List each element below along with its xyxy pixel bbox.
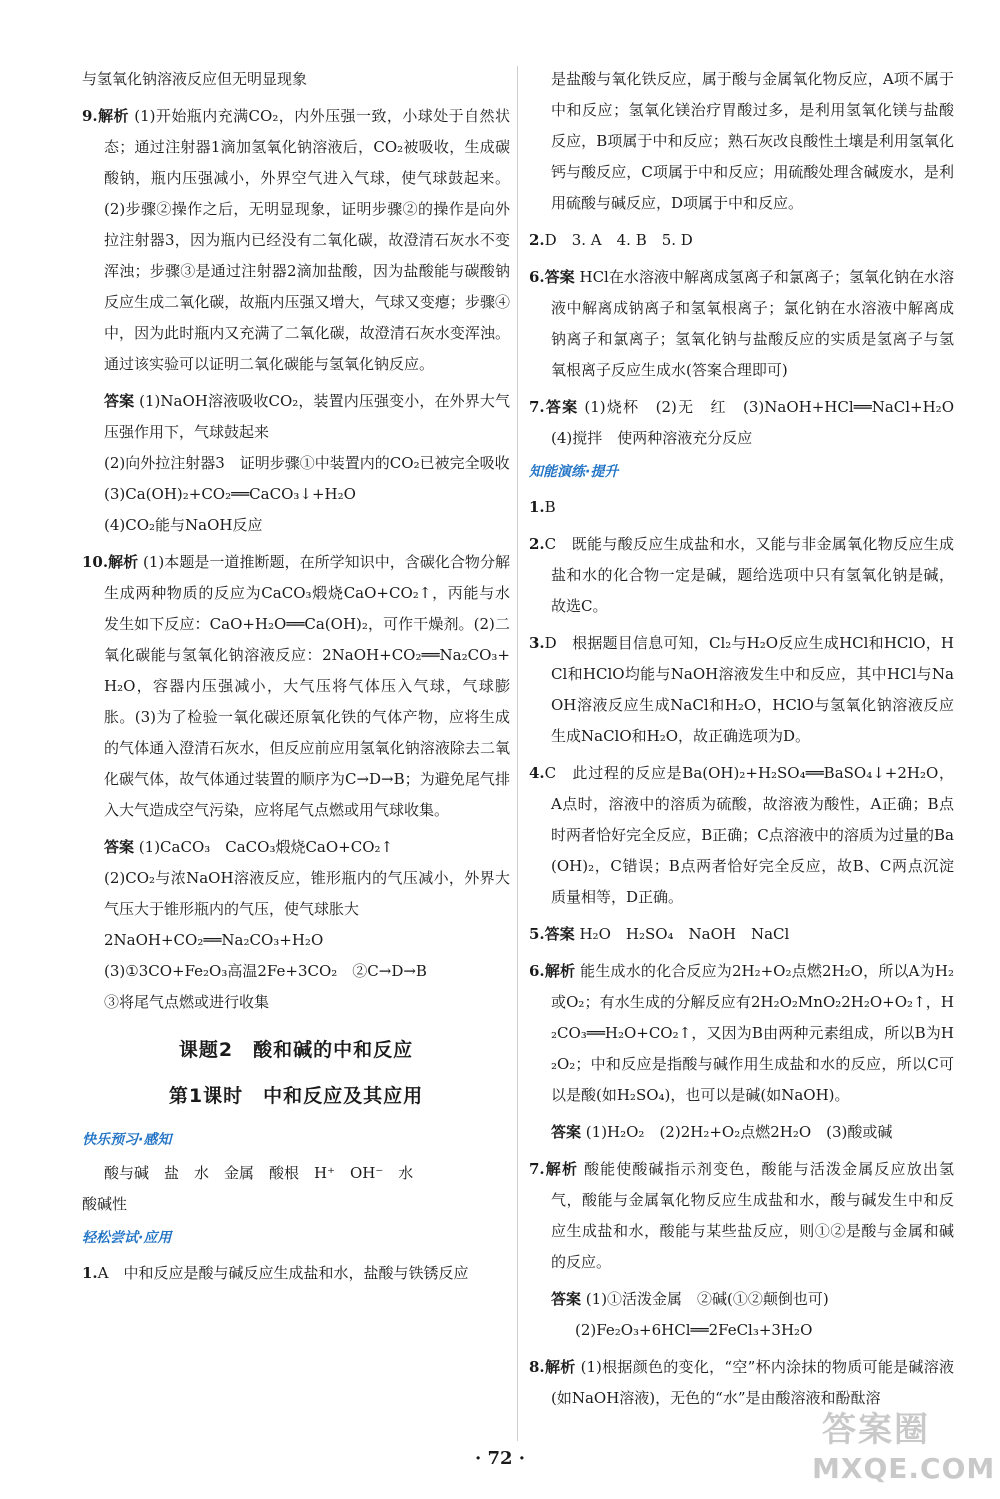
- question-item: [529, 392, 970, 454]
- text-paragraph: [82, 863, 510, 925]
- question-item: [529, 1154, 954, 1278]
- paragraph-text: (1)CaCO₃ CaCO₃煅烧CaO+CO₂↑: [138, 838, 394, 856]
- paragraph-text: (2)CO₂与浓NaOH溶液反应，锥形瓶内的气压减小，外界大气压大于锥形瓶内的气压，使气球胀大: [104, 869, 510, 918]
- item-number: 6.: [529, 962, 545, 980]
- paragraph-text: (4)CO₂能与NaOH反应: [104, 516, 263, 534]
- item-number: 9.: [82, 107, 98, 125]
- answer-block: [529, 1284, 954, 1315]
- item-number: 10.: [82, 553, 109, 571]
- question-item: [529, 529, 954, 622]
- paragraph-text: C 既能与酸反应生成盐和水，又能与非金属氧化物反应生成盐和水的化合物一定是碱，题给选项中只有氢氧化钠是碱，故选C。: [544, 535, 954, 615]
- paragraph-text: (1)H₂O₂ (2)2H₂+O₂点燃2H₂O (3)酸或碱: [585, 1123, 893, 1141]
- question-item: [529, 262, 954, 386]
- item-number: 5.: [529, 925, 545, 943]
- paragraph-text: 酸能使酸碱指示剂变色，酸能与活泼金属反应放出氢气，酸能与金属氧化物反应生成盐和水，酸与碱发生中和反应生成盐和水，酸能与某些盐反应，则①②是酸与金属和碱的反应。: [551, 1160, 954, 1271]
- keyword-label: 解析: [544, 1358, 576, 1376]
- answer-block: [82, 925, 510, 956]
- paragraph-text: A 中和反应是酸与碱反应生成盐和水，盐酸与铁锈反应: [97, 1264, 469, 1282]
- section-heading: 快乐预习·感知: [82, 1132, 172, 1148]
- paragraph-text: (2)向外拉注射器3 证明步骤①中装置内的CO₂已被完全吸收: [104, 454, 510, 472]
- item-number: 7.: [529, 398, 545, 416]
- question-item: [529, 758, 954, 913]
- paragraph-text: B: [544, 498, 556, 516]
- answer-block: [82, 987, 510, 1018]
- question-item: [82, 1258, 510, 1289]
- text-paragraph: [82, 1158, 510, 1189]
- keyword-label: 答案: [551, 1290, 582, 1308]
- right-column: [529, 64, 970, 1414]
- paragraph-text: (2)Fe₂O₃+6HCl══2FeCl₃+3H₂O: [575, 1321, 813, 1339]
- page-number: · 72 ·: [474, 1448, 526, 1469]
- paragraph-text: HCl在水溶液中解离成氢离子和氯离子；氢氧化钠在水溶液中解离成钠离子和氢氧根离子；氯化钠在水溶液中解离成钠离子和氯离子；氢氧化钠与盐酸反应的实质是氢离子与氢氧根离子反应生成水(答案合理即可): [551, 268, 954, 379]
- keyword-label: 答案: [544, 398, 579, 416]
- keyword-label: 答案: [104, 838, 135, 856]
- column-divider: [517, 66, 518, 1441]
- text-paragraph: [82, 956, 510, 987]
- watermark-text-top: 答案圈: [822, 1410, 930, 1450]
- text-paragraph: [82, 448, 510, 479]
- item-number: 2.: [529, 535, 545, 553]
- text-paragraph: [529, 64, 954, 219]
- paragraph-text: (1)烧杯 (2)无 红 (3)NaOH+HCl══NaCl+H₂O (4)搅拌 使两种溶液充分反应: [551, 398, 970, 447]
- section-heading: 轻松尝试·应用: [82, 1230, 172, 1246]
- paragraph-text: C 此过程的反应是Ba(OH)₂+H₂SO₄══BaSO₄↓+2H₂O，A点时，溶液中的溶质为硫酸，故溶液为酸性，A正确；B点时两者恰好完全反应，B正确；C点溶液中的溶质为过量的Ba(OH)₂，C错误；B点两者恰好完全反应，故B、C两点沉淀质量相等，D正确。: [544, 764, 954, 906]
- item-number: 6.: [529, 268, 545, 286]
- paragraph-text: ③将尾气点燃或进行收集: [104, 993, 270, 1011]
- text-paragraph: [82, 1189, 510, 1220]
- item-number: 8.: [529, 1358, 545, 1376]
- paragraph-text: 2NaOH+CO₂══Na₂CO₃+H₂O: [104, 931, 324, 949]
- keyword-label: 解析: [544, 1160, 579, 1178]
- lesson-heading: 课题2 酸和碱的中和反应: [178, 1039, 414, 1061]
- text-paragraph: [82, 64, 510, 95]
- watermark-text-bottom: MXQE.COM: [812, 1452, 996, 1485]
- answer-block: [529, 1117, 954, 1148]
- paragraph-text: 是盐酸与氧化铁反应，属于酸与金属氧化物反应，A项不属于中和反应；氢氧化镁治疗胃酸过多，是利用氢氧化镁与盐酸反应，B项属于中和反应；熟石灰改良酸性土壤是利用氢氧化钙与酸反应，C项属于中和反应；用硫酸处理含碱废水，是利用硫酸与碱反应，D项属于中和反应。: [551, 70, 954, 212]
- paragraph-text: (1)NaOH溶液吸收CO₂，装置内压强变小，在外界大气压强作用下，气球鼓起来: [104, 392, 510, 441]
- item-number: 7.: [529, 1160, 545, 1178]
- question-item: [529, 919, 954, 950]
- paragraph-text: (1)根据颜色的变化，“空”杯内涂抹的物质可能是碱溶液(如NaOH溶液)，无色的“水”是由酸溶液和酚酞溶: [551, 1358, 954, 1407]
- paragraph-text: D 3. A 4. B 5. D: [544, 231, 693, 249]
- left-column: [82, 64, 510, 1289]
- question-item: [529, 956, 954, 1111]
- paragraph-text: 与氢氧化钠溶液反应但无明显现象: [82, 70, 308, 88]
- class-heading: 第1课时 中和反应及其应用: [168, 1085, 424, 1107]
- item-number: 1.: [82, 1264, 98, 1282]
- question-item: [82, 101, 510, 380]
- keyword-label: 答案: [551, 1123, 582, 1141]
- question-item: [529, 225, 954, 256]
- keyword-label: 答案: [544, 268, 575, 286]
- watermark-logo: [812, 1402, 996, 1496]
- paragraph-text: H₂O H₂SO₄ NaOH NaCl: [579, 925, 790, 943]
- answer-block: [82, 386, 510, 448]
- paragraph-text: 能生成水的化合反应为2H₂+O₂点燃2H₂O，所以A为H₂或O₂；有水生成的分解反应有2H₂O₂MnO₂2H₂O+O₂↑，H₂CO₃══H₂O+CO₂↑，又因为B由两种元素组成，所以B为H₂O₂；中和反应是指酸与碱作用生成盐和水的反应，所以C可以是酸(如H₂SO₄)，也可以是碱(如NaOH)。: [551, 962, 954, 1104]
- paragraph-text: D 根据题目信息可知，Cl₂与H₂O反应生成HCl和HClO，HCl和HClO均能与NaOH溶液发生中和反应，其中HCl与NaOH溶液反应生成NaCl和H₂O，HClO与氢氧化钠溶液反应生成NaClO和H₂O，故正确选项为D。: [544, 634, 954, 745]
- item-number: 2.: [529, 231, 545, 249]
- paragraph-text: (1)①活泼金属 ②碱(①②颠倒也可): [585, 1290, 829, 1308]
- section-heading: 知能演练·提升: [529, 464, 619, 480]
- text-paragraph: [82, 479, 510, 510]
- question-item: [529, 492, 954, 523]
- item-number: 1.: [529, 498, 545, 516]
- answer-block: [82, 832, 510, 863]
- paragraph-text: (1)开始瓶内充满CO₂，内外压强一致，小球处于自然状态；通过注射器1滴加氢氧化钠溶液后，CO₂被吸收，生成碳酸钠，瓶内压强减小，外界空气进入气球，使气球鼓起来。(2)步骤②操作之后，无明显现象，证明步骤②的操作是向外拉注射器3，因为瓶内已经没有二氧化碳，故澄清石灰水不变浑浊；步骤③是通过注射器2滴加盐酸，因为盐酸能与碳酸钠反应生成二氧化碳，故瓶内压强又增大，气球又变瘪；步骤④中，因为此时瓶内又充满了二氧化碳，故澄清石灰水变浑浊。通过该实验可以证明二氧化碳能与氢氧化钠反应。: [104, 107, 510, 373]
- question-item: [529, 628, 954, 752]
- question-item: [82, 547, 510, 826]
- paragraph-text: 酸碱性: [82, 1195, 128, 1213]
- keyword-label: 解析: [108, 553, 139, 571]
- keyword-label: 解析: [97, 107, 129, 125]
- paragraph-text: (3)Ca(OH)₂+CO₂══CaCO₃↓+H₂O: [104, 485, 356, 503]
- keyword-label: 解析: [544, 962, 576, 980]
- item-number: 4.: [529, 764, 545, 782]
- paragraph-text: (3)①3CO+Fe₂O₃高温2Fe+3CO₂ ②C→D→B: [104, 962, 427, 980]
- keyword-label: 答案: [544, 925, 575, 943]
- paragraph-text: (1)本题是一道推断题，在所学知识中，含碳化合物分解生成两种物质的反应为CaCO₃煅烧CaO+CO₂↑，丙能与水发生如下反应：CaO+H₂O══Ca(OH)₂，可作干燥剂。(2)二氧化碳能与氢氧化钠溶液反应：2NaOH+CO₂══Na₂CO₃+H₂O，容器内压强减小，大气压将气体压入气球，气球膨胀。(3)为了检验一氧化碳还原氧化铁的气体产物，应将生成的气体通入澄清石灰水，但反应前应用氢氧化钠溶液除去二氧化碳气体，故气体通过装置的顺序为C→D→B；为避免尾气排入大气造成空气污染，应将尾气点燃或用气球收集。: [104, 553, 510, 819]
- paragraph-text: 酸与碱 盐 水 金属 酸根 H⁺ OH⁻ 水: [104, 1164, 414, 1182]
- keyword-label: 答案: [104, 392, 135, 410]
- text-paragraph: [529, 1315, 954, 1346]
- item-number: 3.: [529, 634, 545, 652]
- text-paragraph: [82, 510, 510, 541]
